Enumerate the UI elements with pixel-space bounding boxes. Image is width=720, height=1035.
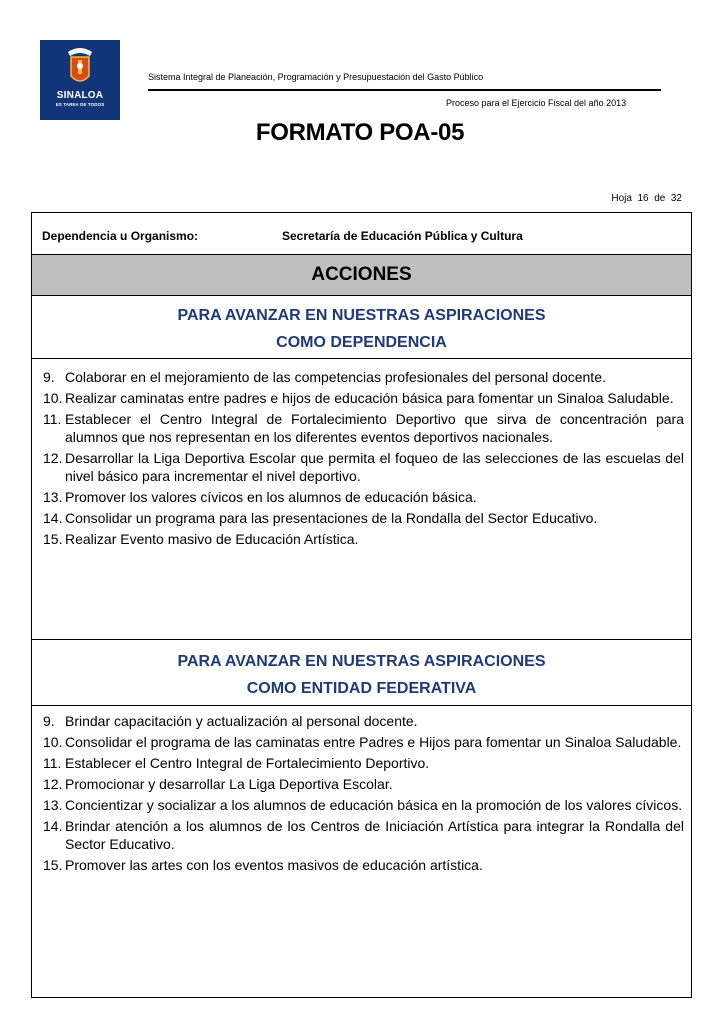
list-item <box>43 712 684 730</box>
item-number: 15. <box>43 857 63 873</box>
list-item <box>43 488 684 506</box>
coat-of-arms-icon <box>40 40 120 120</box>
item-text: Desarrollar la Liga Deportiva Escolar que permita el foqueo de las selecciones de las escuelas del nivel básico para incrementar el nivel deportivo. <box>65 450 684 484</box>
item-number: 10. <box>43 390 63 406</box>
item-text: Concientizar y socializar a los alumnos de educación básica en la promoción de los valores cívicos. <box>65 797 683 813</box>
logo-name: SINALOA <box>56 90 104 101</box>
list-item <box>43 796 684 814</box>
page-total: 32 <box>670 193 682 204</box>
form-title: FORMATO POA-05 <box>255 119 465 146</box>
item-text: Brindar capacitación y actualización al personal docente. <box>65 713 418 729</box>
section-heading-line: COMO ENTIDAD FEDERATIVA <box>246 680 477 697</box>
page-number <box>611 193 682 204</box>
logo-slogan: ES TAREA DE TODOS <box>55 102 105 107</box>
item-number: 11. <box>43 755 62 771</box>
section-heading-entidad <box>32 639 691 706</box>
list-item <box>43 449 684 485</box>
item-text: Consolidar un programa para las presentaciones de la Rondalla del Sector Educativo. <box>65 510 598 526</box>
section-heading-line: PARA AVANZAR EN NUESTRAS ASPIRACIONES <box>177 307 546 324</box>
list-item <box>43 817 684 853</box>
header-divider <box>148 89 661 91</box>
item-text: Realizar Evento masivo de Educación Artística. <box>65 531 359 547</box>
dependency-value: Secretaría de Educación Pública y Cultura <box>282 229 523 243</box>
section-heading-dependencia <box>32 296 691 359</box>
item-number: 14. <box>43 818 63 834</box>
page-of-label: de <box>654 193 666 204</box>
item-number: 12. <box>43 776 63 792</box>
item-text: Consolidar el programa de las caminatas entre Padres e Hijos para fomentar un Sinaloa Saludable. <box>65 734 682 750</box>
format-table <box>31 212 692 998</box>
item-text: Promover las artes con los eventos masivos de educación artística. <box>65 857 483 873</box>
page-current: 16 <box>637 193 649 204</box>
item-text: Promocionar y desarrollar La Liga Deportiva Escolar. <box>65 776 393 792</box>
item-number: 9. <box>43 369 55 385</box>
item-number: 10. <box>43 734 63 750</box>
system-title: Sistema Integral de Planeación, Programación y Presupuestación del Gasto Público <box>148 72 484 82</box>
dependency-row <box>32 213 691 255</box>
item-number: 12. <box>43 450 63 466</box>
list-item <box>43 733 684 751</box>
item-text: Establecer el Centro Integral de Fortalecimiento Deportivo que sirva de concentración para alumnos que nos representan en los diferentes eventos deportivos nacionales. <box>65 411 684 445</box>
item-number: 13. <box>43 797 63 813</box>
item-number: 13. <box>43 489 63 505</box>
list-item <box>43 509 684 527</box>
list-item <box>43 530 684 548</box>
item-text: Establecer el Centro Integral de Fortalecimiento Deportivo. <box>65 755 430 771</box>
section-heading-line: COMO DEPENDENCIA <box>276 334 447 351</box>
sinaloa-logo <box>40 40 120 120</box>
item-number: 15. <box>43 531 63 547</box>
item-text: Promover los valores cívicos en los alumnos de educación básica. <box>65 489 477 505</box>
item-number: 14. <box>43 510 63 526</box>
page-label: Hoja <box>611 193 632 204</box>
list-item <box>43 754 684 772</box>
list-item <box>43 410 684 446</box>
process-label: Proceso para el Ejercicio Fiscal del año 2013 <box>446 98 627 108</box>
item-number: 9. <box>43 713 55 729</box>
item-text: Colaborar en el mejoramiento de las competencias profesionales del personal docente. <box>65 369 606 385</box>
item-number: 11. <box>43 411 62 427</box>
list-item <box>43 775 684 793</box>
list-item <box>43 368 684 386</box>
item-text: Realizar caminatas entre padres e hijos de educación básica para fomentar un Sinaloa Saludable. <box>65 390 674 406</box>
actions-list-dependencia <box>43 368 684 551</box>
actions-list-entidad <box>43 712 684 877</box>
acciones-header: ACCIONES <box>32 255 691 296</box>
list-item <box>43 389 684 407</box>
section-heading-line: PARA AVANZAR EN NUESTRAS ASPIRACIONES <box>177 653 546 670</box>
dependency-label: Dependencia u Organismo: <box>42 229 199 243</box>
list-item <box>43 856 684 874</box>
item-text: Brindar atención a los alumnos de los Centros de Iniciación Artística para integrar la Rondalla del Sector Educativo. <box>65 818 684 852</box>
